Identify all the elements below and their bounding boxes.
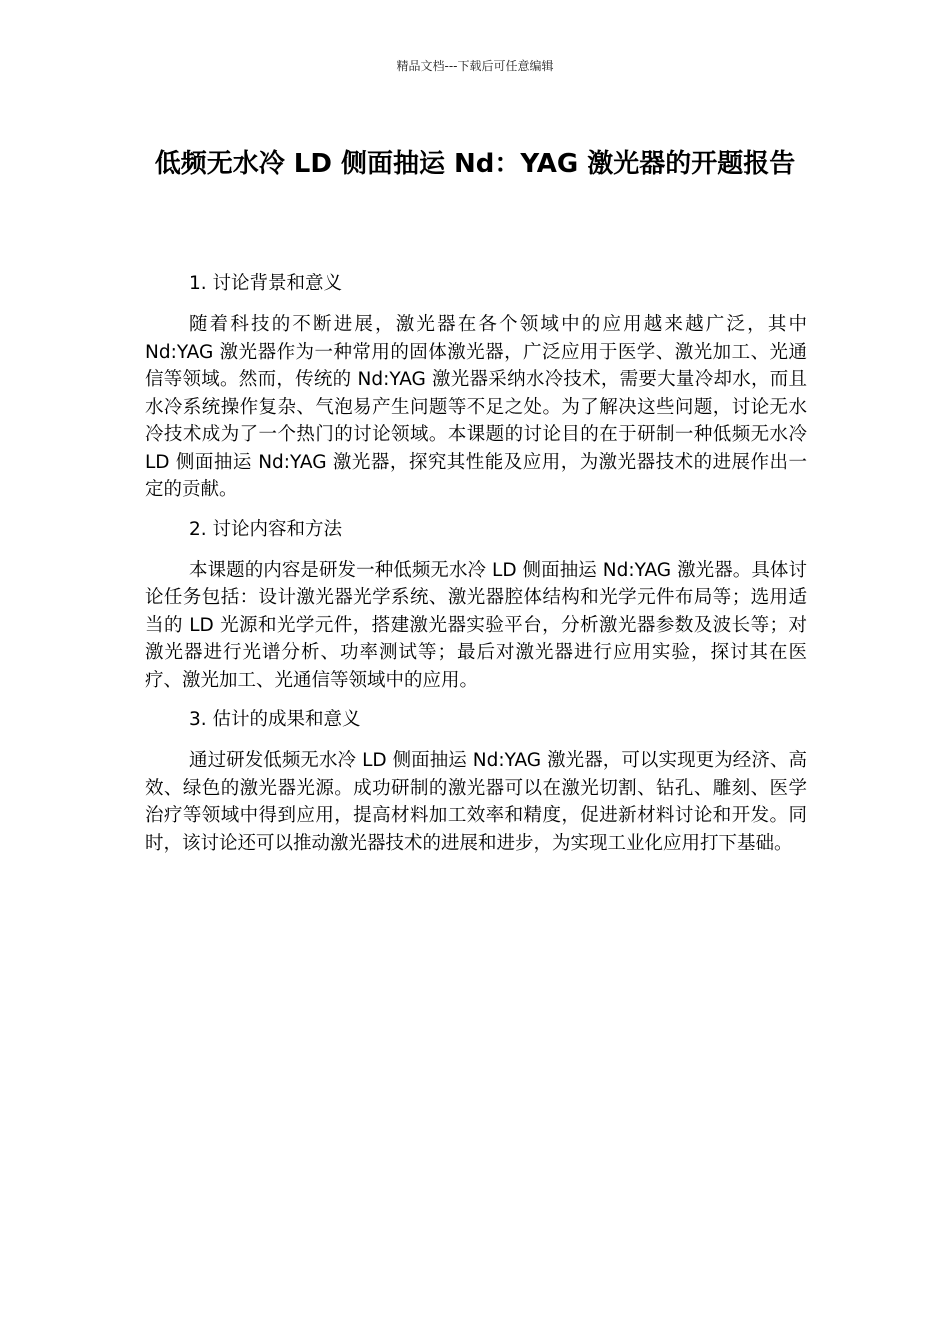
section-paragraph: 通过研发低频无水冷 LD 侧面抽运 Nd:YAG 激光器，可以实现更为经济、高效、绿色的激光器光源。成功研制的激光器可以在激光切割、钻孔、雕刻、医学治疗等领域中得到应用，提高材料加工效率和精度，促进新材料讨论和开发。同时，该讨论还可以推动激光器技术的进展和进步，为实现工业化应用打下基础。 (145, 750, 807, 854)
section-paragraph: 随着科技的不断进展，激光器在各个领域中的应用越来越广泛，其中 Nd:YAG 激光器作为一种常用的固体激光器，广泛应用于医学、激光加工、光通信等领域。然而，传统的 Nd:YAG 激光器采纳水冷技术，需要大量冷却水，而且水冷系统操作复杂、气泡易产生问题等不足之处。为了解决这些问题，讨论无水冷技术成为了一个热门的讨论领域。本课题的讨论目的在于研制一种低频无水冷 LD 侧面抽运 Nd:YAG 激光器，探究其性能及应用，为激光器技术的进展作出一定的贡献。 (145, 314, 807, 500)
section-content-method (145, 518, 807, 695)
section-heading: 2. 讨论内容和方法 (189, 518, 343, 540)
document-content (145, 272, 807, 871)
section-heading: 3. 估计的成果和意义 (189, 709, 361, 730)
section-heading: 1. 讨论背景和意义 (189, 273, 343, 294)
header-note: 精品文档---下载后可任意编辑 (396, 59, 554, 73)
section-background (145, 272, 807, 504)
document-title: 低频无水冷 LD 侧面抽运 Nd：YAG 激光器的开题报告 (154, 149, 796, 179)
section-results-significance (145, 708, 807, 857)
section-paragraph: 本课题的内容是研发一种低频无水冷 LD 侧面抽运 Nd:YAG 激光器。具体讨论任务包括：设计激光器光学系统、激光器腔体结构和光学元件布局等；选用适当的 LD 光源和光学元件，搭建激光器实验平台，分析激光器参数及波长等；对激光器进行光谱分析、功率测试等；最后对激光器进行应用实验，探讨其在医疗、激光加工、光通信等领域中的应用。 (145, 559, 807, 691)
